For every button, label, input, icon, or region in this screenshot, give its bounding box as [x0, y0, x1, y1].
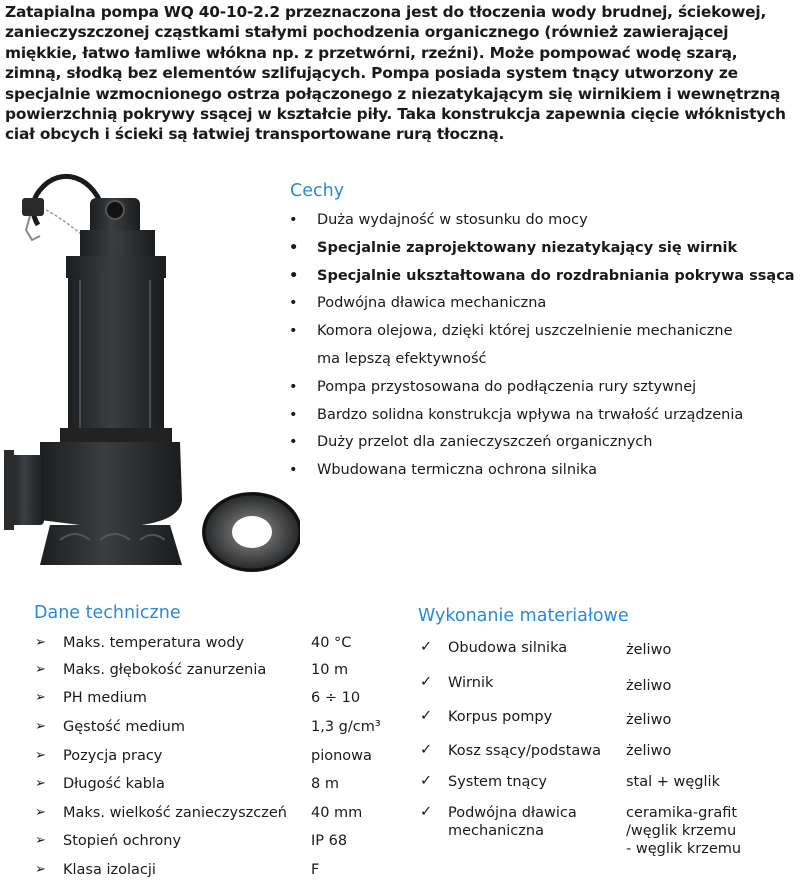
arrow-icon: ➢ [35, 662, 46, 677]
material-label: Kosz ssący/podstawa [448, 743, 602, 759]
material-value: żeliwo [626, 642, 672, 658]
check-icon: ✓ [420, 708, 433, 724]
tech-label: Maks. wielkość zanieczyszczeń [63, 805, 287, 821]
tech-value: 6 ÷ 10 [311, 690, 361, 706]
feature-item [286, 429, 796, 457]
material-value-line2: /węglik krzemu [626, 823, 737, 839]
feature-item [286, 457, 796, 485]
feature-text: Duża wydajność w stosunku do mocy [317, 212, 588, 228]
technical-heading: Dane techniczne [34, 603, 181, 623]
feature-text: Wbudowana termiczna ochrona silnika [317, 462, 598, 479]
feature-text: Specjalnie zaprojektowany niezatykający się wirnik [317, 239, 738, 256]
material-label: Wirnik [448, 675, 494, 691]
tech-value: 40 mm [311, 805, 363, 821]
feature-text: Pompa przystosowana do podłączenia rury sztywnej [317, 378, 697, 395]
feature-text-continued: ma lepszą efektywność [317, 350, 487, 367]
feature-item [286, 402, 796, 430]
materials-heading: Wykonanie materiałowe [418, 606, 629, 626]
material-label: System tnący [448, 774, 547, 790]
check-icon: ✓ [420, 804, 433, 820]
material-label: Korpus pompy [448, 709, 553, 725]
feature-item [286, 235, 796, 263]
arrow-icon: ➢ [35, 719, 46, 734]
feature-item [286, 374, 796, 402]
tech-value: IP 68 [311, 833, 348, 849]
tech-label: Długość kabla [63, 776, 165, 792]
material-value: żeliwo [626, 712, 672, 728]
arrow-icon: ➢ [35, 690, 46, 705]
material-label-line1: Podwójna dławica [448, 805, 577, 821]
tech-label: Pozycja pracy [63, 748, 163, 764]
tech-label: Stopień ochrony [63, 833, 182, 849]
feature-item [286, 318, 796, 374]
feature-text: Duży przelot dla zanieczyszczeń organicznych [317, 434, 653, 451]
material-value: stal + węglik [626, 774, 720, 790]
intro-paragraph: Zatapialna pompa WQ 40-10-2.2 przeznaczona jest do tłoczenia wody brudnej, ściekowej, zanieczyszczonej cząstkami stałymi pochodzenia organicznego (również zawierającej miękkie, łatwo łamliwe włókna np. z przetwórni, rzeźni). Może pompować wodę szarą, zimną, słodką bez elementów szlifujących. Pompa posiada system tnący utworzony ze specjalnie wzmocnionego ostrza połączonego z niezatykającym się wirnikiem i wewnętrzną powierzchnią pokrywy ssącej w kształcie piły. Taka konstrukcja zapewnia cięcie włóknistych ciał obcych i ścieki są łatwiej transportowane rurą tłoczną. [5, 3, 786, 144]
feature-text: Podwójna dławica mechaniczna [317, 295, 547, 312]
tech-value: F [311, 862, 320, 878]
feature-text: Bardzo solidna konstrukcja wpływa na trwałość urządzenia [317, 406, 744, 423]
material-value: żeliwo [626, 743, 672, 759]
tech-value: 1,3 g/cm³ [311, 719, 381, 735]
features-list [286, 207, 796, 485]
tech-value: 10 m [311, 662, 349, 678]
check-icon: ✓ [420, 742, 433, 758]
arrow-icon: ➢ [35, 635, 46, 650]
feature-item [286, 290, 796, 318]
material-value-line3: - węglik krzemu [626, 841, 742, 857]
check-icon: ✓ [420, 674, 433, 690]
feature-text: Komora olejowa, dzięki której uszczelnienie mechaniczne [317, 323, 733, 340]
arrow-icon: ➢ [35, 805, 46, 820]
tech-label: PH medium [63, 690, 147, 706]
tech-value: 8 m [311, 776, 339, 792]
material-label [448, 804, 577, 840]
tech-value: 40 °C [311, 635, 352, 651]
feature-item [286, 263, 796, 291]
material-label: Obudowa silnika [448, 640, 568, 656]
tech-value: pionowa [311, 748, 372, 764]
pump-illustration [0, 170, 300, 580]
tech-label: Maks. temperatura wody [63, 635, 245, 651]
arrow-icon: ➢ [35, 776, 46, 791]
check-icon: ✓ [420, 639, 433, 655]
tech-label: Maks. głębokość zanurzenia [63, 662, 267, 678]
arrow-icon: ➢ [35, 748, 46, 763]
feature-text: Specjalnie ukształtowana do rozdrabniania pokrywa ssąca [317, 267, 795, 284]
material-value: żeliwo [626, 678, 672, 694]
material-value [626, 804, 741, 858]
arrow-icon: ➢ [35, 862, 46, 877]
features-heading: Cechy [290, 181, 345, 201]
material-label-line2: mechaniczna [448, 823, 544, 839]
arrow-icon: ➢ [35, 833, 46, 848]
tech-label: Klasa izolacji [63, 862, 156, 878]
check-icon: ✓ [420, 773, 433, 789]
material-value-line1: ceramika-grafit [626, 805, 738, 821]
tech-label: Gęstość medium [63, 719, 185, 735]
feature-item [286, 207, 796, 235]
